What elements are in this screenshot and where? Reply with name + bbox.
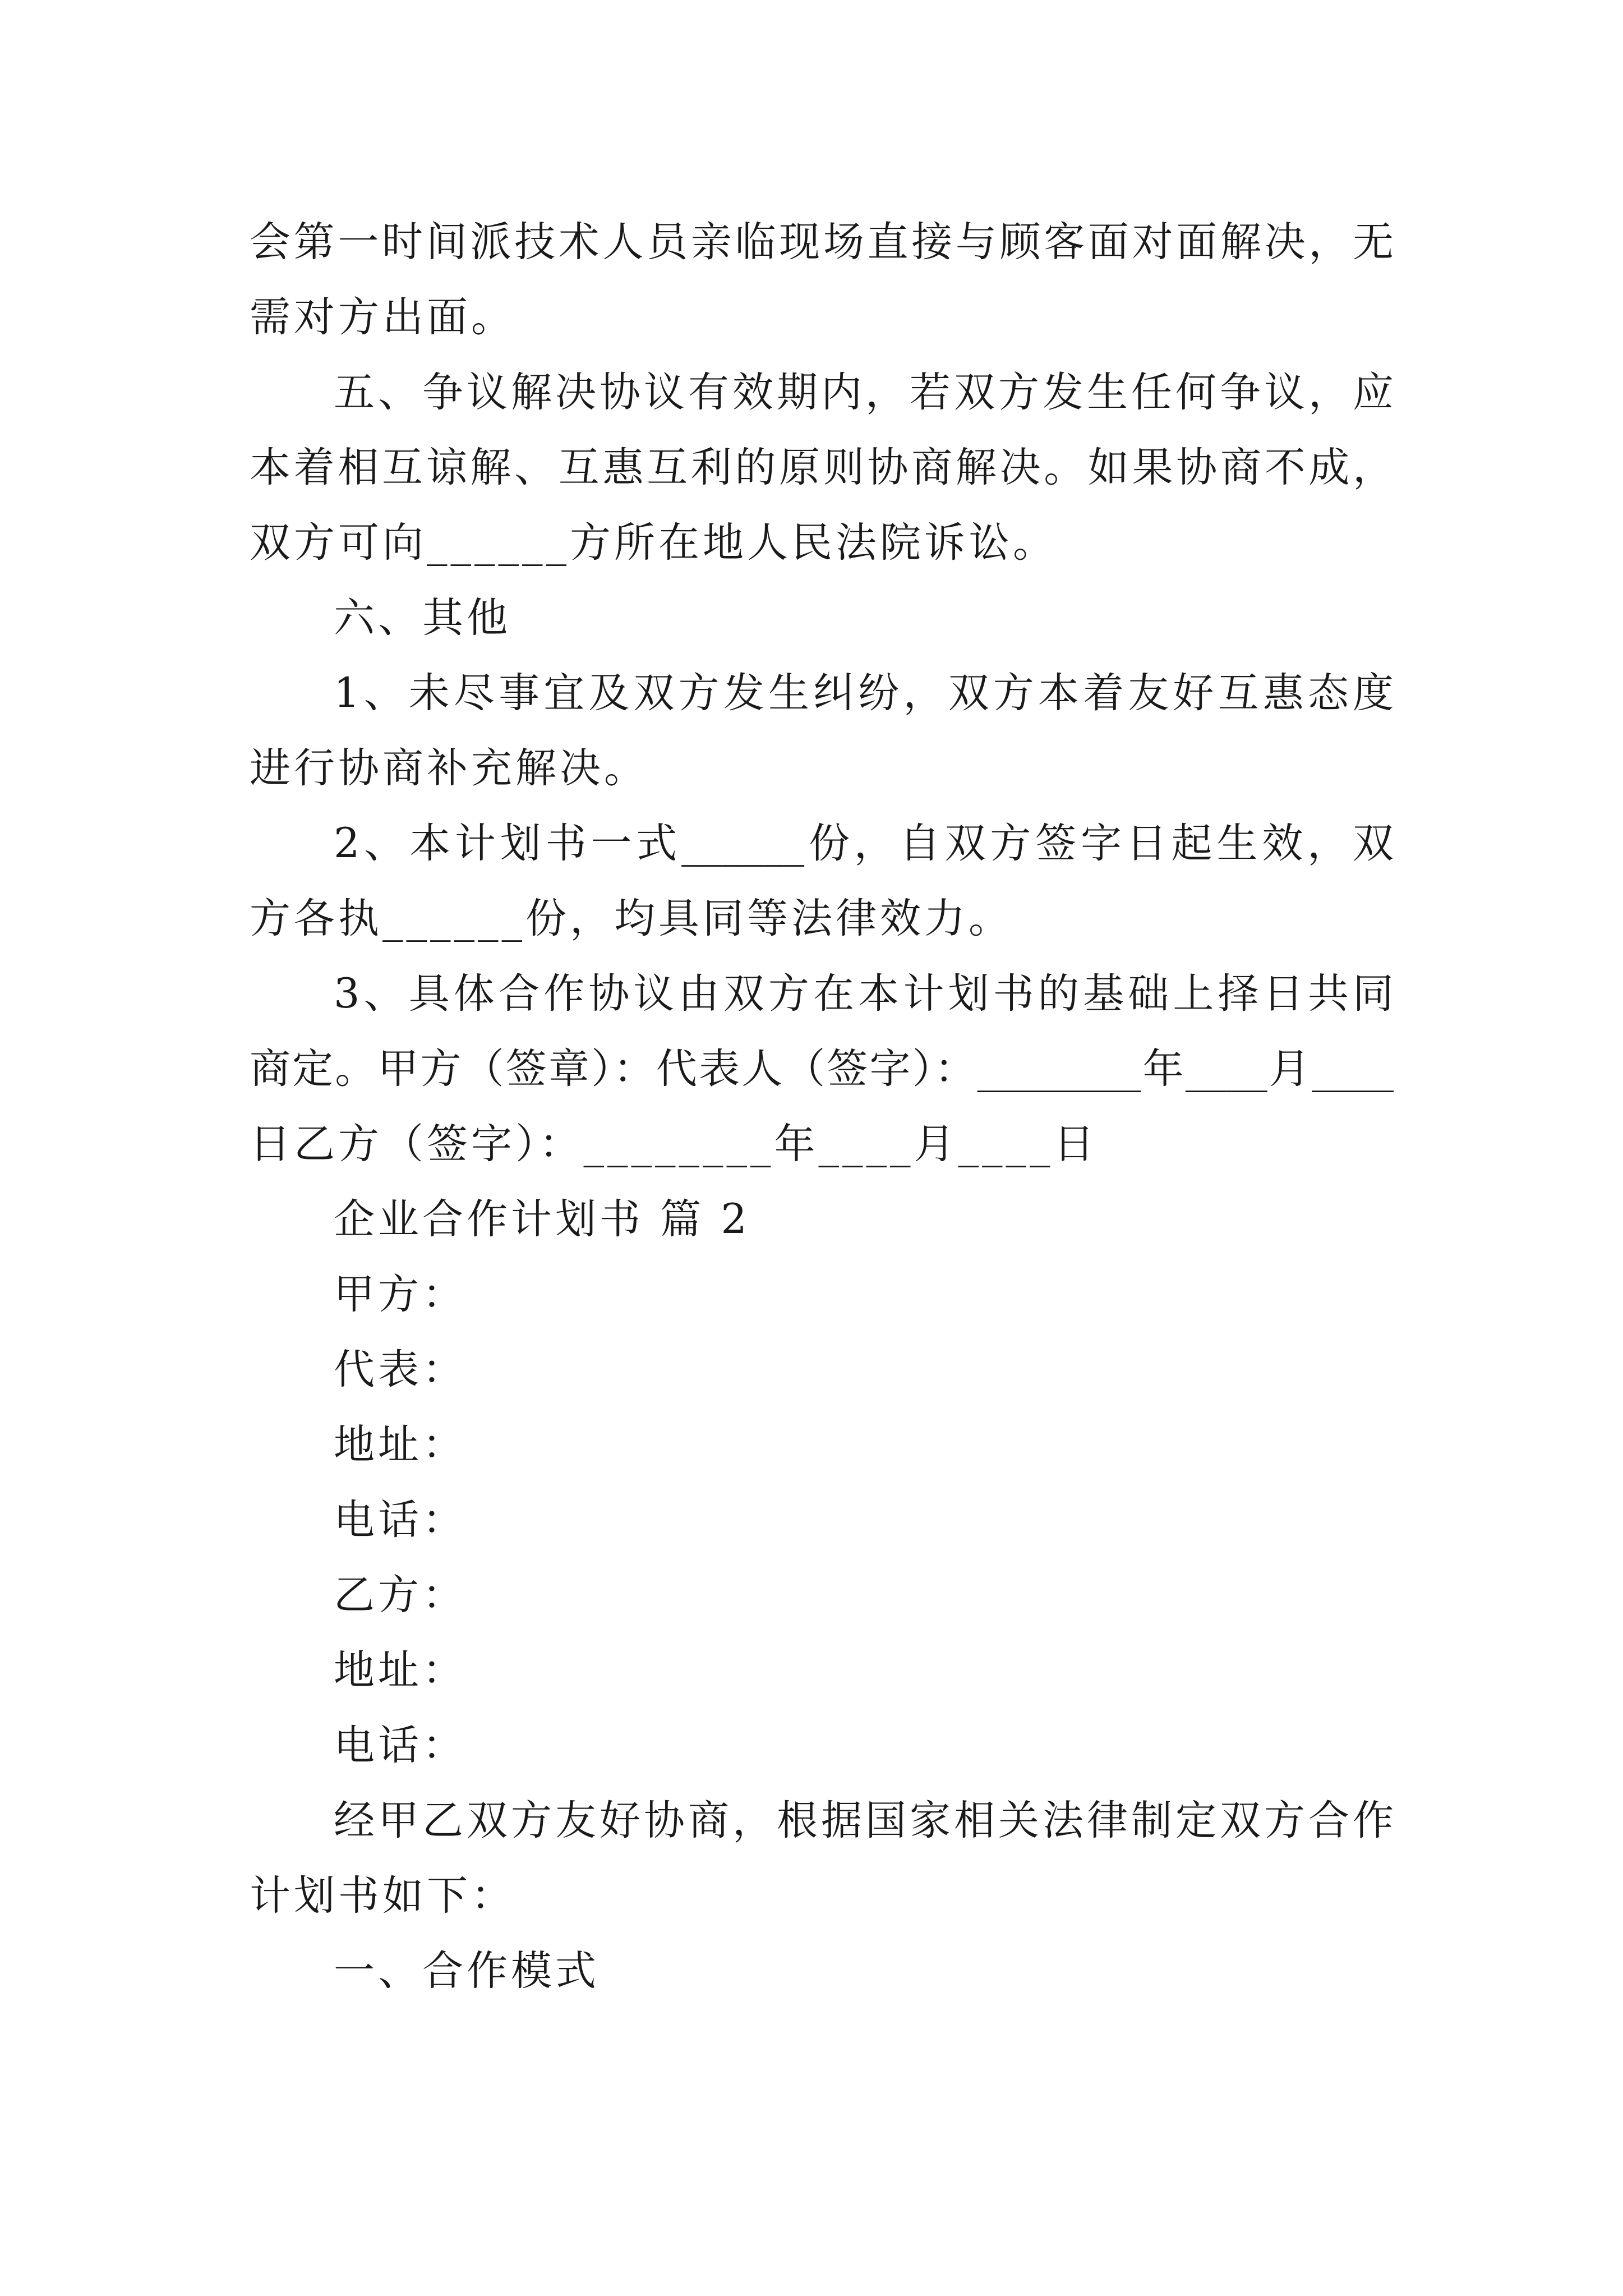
text-line: 双方可向______方所在地人民法院诉讼。 bbox=[250, 519, 1057, 567]
text-line: 3、具体合作协议由双方在本计划书的基础上择日共同 bbox=[334, 970, 1394, 1018]
text-line: 方各执______份，均具同等法律效力。 bbox=[250, 895, 1013, 942]
text-line: 1、未尽事宜及双方发生纠纷，双方本着友好互惠态度 bbox=[334, 669, 1394, 717]
text-line: 会第一时间派技术人员亲临现场直接与顾客面对面解决，无 bbox=[250, 218, 1394, 266]
text-line: 地址： bbox=[334, 1646, 467, 1694]
text-line: 企业合作计划书 篇 2 bbox=[334, 1195, 750, 1243]
document-body bbox=[250, 205, 1394, 2009]
text-line: 代表： bbox=[334, 1346, 467, 1393]
text-line: 2、本计划书一式______份，自双方签字日起生效，双 bbox=[334, 820, 1394, 867]
text-line: 日乙方（签字）：________年____月____日 bbox=[250, 1120, 1098, 1168]
text-line: 一、合作模式 bbox=[334, 1947, 600, 1995]
text-line: 电话： bbox=[334, 1496, 467, 1544]
text-line: 乙方： bbox=[334, 1571, 467, 1619]
text-line: 六、其他 bbox=[334, 594, 511, 642]
text-line: 计划书如下： bbox=[250, 1872, 515, 1920]
text-line: 经甲乙双方友好协商，根据国家相关法律制定双方合作 bbox=[334, 1797, 1394, 1844]
text-line: 五、争议解决协议有效期内，若双方发生任何争议，应 bbox=[334, 369, 1394, 416]
text-line: 地址： bbox=[334, 1421, 467, 1469]
text-line: 甲方： bbox=[334, 1271, 467, 1318]
text-line: 电话： bbox=[334, 1722, 467, 1769]
text-line: 进行协商补充解决。 bbox=[250, 744, 648, 792]
text-line: 需对方出面。 bbox=[250, 293, 515, 341]
text-line: 商定。甲方（签章）：代表人（签字）：________年____月____ bbox=[250, 1045, 1394, 1093]
text-line: 本着相互谅解、互惠互利的原则协商解决。如果协商不成， bbox=[250, 444, 1394, 491]
